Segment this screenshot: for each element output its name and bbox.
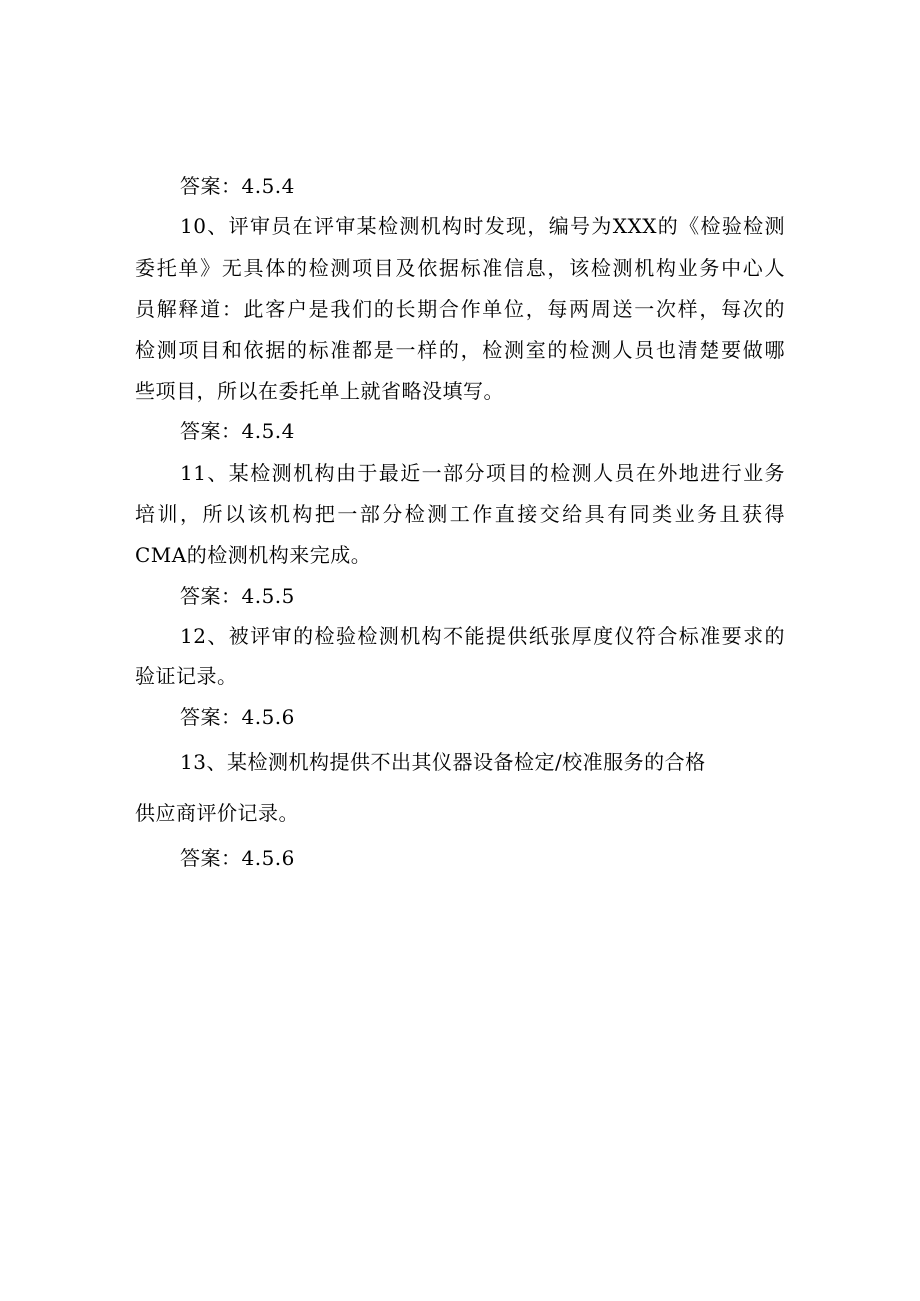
question-11-line-2: 培训，所以该机构把一部分检测工作直接交给具有同类业务且获得 <box>135 502 785 526</box>
question-13-line-2: 供应商评价记录。 <box>135 801 299 825</box>
question-10-line-4: 检测项目和依据的标准都是一样的，检测室的检测人员也清楚要做哪 <box>135 338 785 362</box>
question-13-line-1: 13、某检测机构提供不出其仪器设备检定/校准服务的合格 <box>180 750 706 774</box>
question-10-line-2: 委托单》无具体的检测项目及依据标准信息，该检测机构业务中心人 <box>135 256 785 280</box>
question-11-line-3: CMA的检测机构来完成。 <box>135 543 372 567</box>
question-13-answer: 答案：4.5.6 <box>180 846 295 870</box>
question-10-line-1: 10、评审员在评审某检测机构时发现，编号为XXX的《检验检测 <box>180 214 785 238</box>
question-12-answer: 答案：4.5.6 <box>180 705 295 729</box>
question-10-line-3: 员解释道：此客户是我们的长期合作单位，每两周送一次样，每次的 <box>135 297 785 321</box>
question-12-line-1: 12、被评审的检验检测机构不能提供纸张厚度仪符合标准要求的 <box>180 624 785 648</box>
question-11-line-1: 11、某检测机构由于最近一部分项目的检测人员在外地进行业务 <box>180 461 785 485</box>
question-10-line-5: 些项目，所以在委托单上就省略没填写。 <box>135 379 504 403</box>
question-12-line-2: 验证记录。 <box>135 664 238 688</box>
question-10-answer: 答案：4.5.4 <box>180 419 295 443</box>
answer-line: 答案：4.5.4 <box>180 174 295 198</box>
question-11-answer: 答案：4.5.5 <box>180 584 295 608</box>
